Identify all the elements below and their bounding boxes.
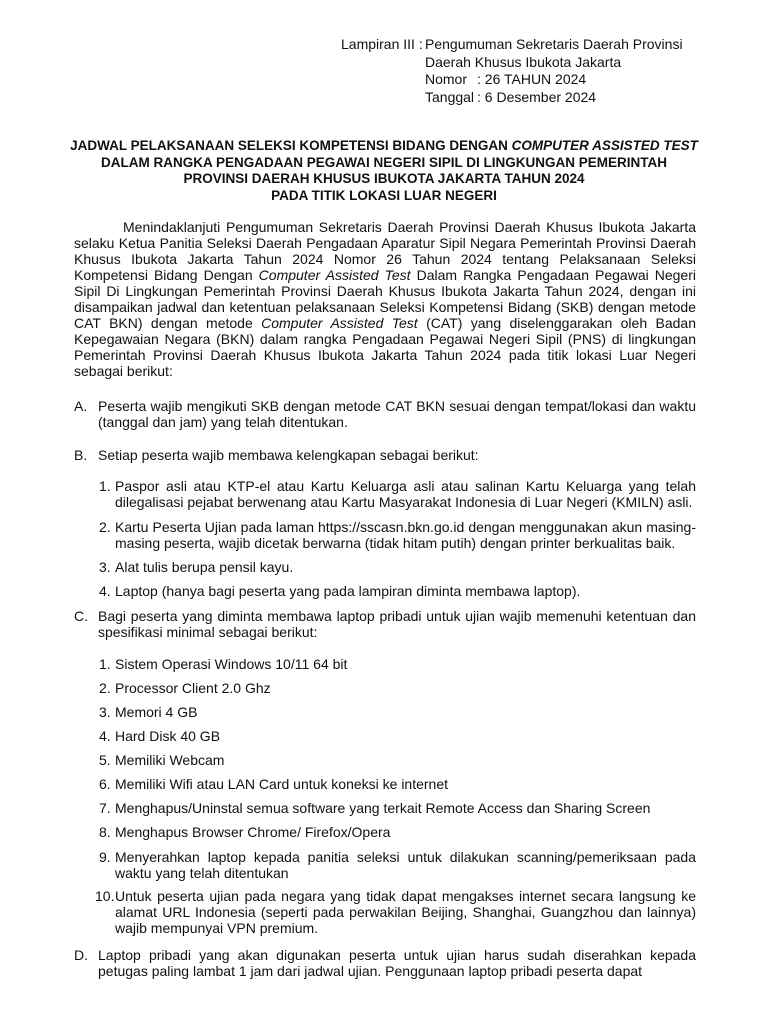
list-item bbox=[99, 776, 696, 792]
list-item bbox=[99, 728, 696, 744]
lampiran-line1: Pengumuman Sekretaris Daerah Provinsi bbox=[425, 36, 683, 52]
list-item-text: Processor Client 2.0 Ghz bbox=[115, 680, 271, 696]
list-item bbox=[99, 583, 696, 599]
list-item-number: 7. bbox=[99, 800, 111, 816]
section-d-text: Laptop pribadi yang akan digunakan peserta untuk ujian harus sudah diserahkan kepada petugas paling lambat 1 jam dari jadwal ujian. Penggunaan laptop pribadi peserta dapat bbox=[98, 947, 696, 979]
title-line2: DALAM RANGKA PENGADAAN PEGAWAI NEGERI SIPIL DI LINGKUNGAN PEMERINTAH bbox=[100, 154, 668, 170]
tanggal-value: : 6 Desember 2024 bbox=[477, 88, 597, 105]
list-item-text: Menghapus Browser Chrome/ Firefox/Opera bbox=[115, 824, 391, 840]
list-item bbox=[99, 680, 696, 696]
tanggal-label: Tanggal bbox=[425, 88, 475, 105]
list-item-text: Kartu Peserta Ujian pada laman https://sscasn.bkn.go.id dengan menggunakan akun masing-masing peserta, wajib dicetak berwarna (tidak hitam putih) dengan printer berkualitas baik. bbox=[115, 519, 696, 551]
intro-text-1: Menindaklanjuti Pengumuman Sekretaris Daerah Provinsi Daerah Khusus Ibukota Jakarta selaku Ketua Panitia Seleksi Daerah Pengadaan Aparatur Sipil Negara Pemerintah Provinsi Daerah Khusus Ibukota Jakarta Tahun 2024 Nomor 26 Tahun 2024 tentang Pelaksanaan Seleksi Kompetensi Bidang Dengan bbox=[74, 219, 696, 283]
list-item-text: Hard Disk 40 GB bbox=[115, 728, 221, 744]
list-item-text: Memiliki Webcam bbox=[115, 752, 225, 768]
nomor-value: : 26 TAHUN 2024 bbox=[477, 71, 587, 87]
section-a bbox=[74, 398, 696, 430]
nomor-label: Nomor bbox=[425, 71, 468, 87]
list-item-text: Memori 4 GB bbox=[115, 704, 198, 720]
list-item-number: 4. bbox=[99, 583, 111, 599]
list-item-number: 4. bbox=[99, 728, 111, 744]
list-item-number: 2. bbox=[99, 519, 111, 535]
list-item-number: 6. bbox=[99, 776, 111, 792]
list-item bbox=[95, 888, 696, 936]
section-c bbox=[74, 608, 696, 640]
lampiran-line2: Daerah Khusus Ibukota Jakarta bbox=[425, 53, 622, 70]
list-item-text: Sistem Operasi Windows 10/11 64 bit bbox=[115, 656, 348, 672]
section-a-text: Peserta wajib mengikuti SKB dengan metode CAT BKN sesuai dengan tempat/lokasi dan waktu (tanggal dan jam) yang telah ditentukan. bbox=[98, 398, 696, 430]
section-a-letter: A. bbox=[74, 398, 88, 414]
list-item-number: 2. bbox=[99, 680, 111, 696]
list-item-text: Untuk peserta ujian pada negara yang tidak dapat mengakses internet secara langsung ke alamat URL Indonesia (seperti pada perwakilan Beijing, Shanghai, Guangzhou dan lainnya) wajib mempunyai VPN premium. bbox=[115, 888, 696, 936]
list-item-number: 1. bbox=[99, 478, 111, 494]
list-item-text: Menghapus/Uninstal semua software yang terkait Remote Access dan Sharing Screen bbox=[115, 800, 651, 816]
list-item bbox=[99, 800, 696, 816]
list-item-text: Laptop (hanya bagi peserta yang pada lampiran diminta membawa laptop). bbox=[115, 583, 581, 599]
list-item-number: 10. bbox=[95, 888, 115, 904]
list-item-number: 1. bbox=[99, 656, 111, 672]
intro-italic-2: Computer Assisted Test bbox=[261, 315, 418, 331]
list-item bbox=[99, 824, 696, 840]
section-d bbox=[74, 947, 696, 979]
list-item-text: Menyerahkan laptop kepada panitia seleksi untuk dilakukan scanning/pemeriksaan pada waktu yang telah ditentukan bbox=[115, 849, 696, 881]
list-item bbox=[99, 849, 696, 881]
list-item-number: 9. bbox=[99, 849, 111, 865]
title-line4: PADA TITIK LOKASI LUAR NEGERI bbox=[271, 187, 497, 203]
list-item bbox=[99, 519, 696, 551]
intro-paragraph bbox=[74, 219, 696, 379]
list-item bbox=[99, 656, 696, 672]
title-line1-b: COMPUTER ASSISTED TEST bbox=[511, 138, 698, 153]
list-item bbox=[99, 752, 696, 768]
intro-text-3: (CAT) yang diselenggarakan oleh Badan Kepegawaian Negara (BKN) dalam rangka Pengadaan Pegawai Negeri Sipil (PNS) di lingkungan Pemerintah Provinsi Daerah Khusus Ibukota Jakarta Tahun 2024 pada titik lokasi Luar Negeri sebagai berikut: bbox=[74, 315, 696, 379]
list-item-text: Alat tulis berupa pensil kayu. bbox=[115, 559, 294, 575]
list-item bbox=[99, 478, 696, 510]
section-c-letter: C. bbox=[74, 608, 88, 624]
intro-italic-1: Computer Assisted Test bbox=[258, 267, 411, 283]
title-line3: PROVINSI DAERAH KHUSUS IBUKOTA JAKARTA TAHUN 2024 bbox=[183, 171, 585, 186]
lampiran-header bbox=[341, 36, 741, 106]
list-item bbox=[99, 704, 696, 720]
list-item-number: 3. bbox=[99, 704, 111, 720]
list-item-number: 5. bbox=[99, 752, 111, 768]
section-d-letter: D. bbox=[74, 947, 88, 963]
lampiran-label: Lampiran III : bbox=[341, 36, 423, 52]
list-item-number: 3. bbox=[99, 559, 111, 575]
list-item-number: 8. bbox=[99, 824, 111, 840]
title-line1-a: JADWAL PELAKSANAAN SELEKSI KOMPETENSI BIDANG DENGAN bbox=[70, 138, 512, 153]
intro-text-2: Dalam Rangka Pengadaan Pegawai Negeri Sipil Di Lingkungan Pemerintah Provinsi Daerah Khusus Ibukota Jakarta Tahun 2024, dengan ini disampaikan jadwal dan ketentuan pelaksanaan Seleksi Kompetensi Bidang (SKB) dengan metode CAT BKN) dengan metode bbox=[74, 267, 696, 331]
section-b-text: Setiap peserta wajib membawa kelengkapan sebagai berikut: bbox=[98, 447, 479, 463]
section-c-text: Bagi peserta yang diminta membawa laptop pribadi untuk ujian wajib memenuhi ketentuan dan spesifikasi minimal sebagai berikut: bbox=[98, 608, 696, 640]
document-title bbox=[60, 138, 708, 204]
list-item-text: Paspor asli atau KTP-el atau Kartu Keluarga asli atau salinan Kartu Keluarga yang telah dilegalisasi pejabat berwenang atau Kartu Masyarakat Indonesia di Luar Negeri (KMILN) asli. bbox=[115, 478, 696, 510]
section-b bbox=[74, 447, 696, 463]
section-b-letter: B. bbox=[74, 447, 88, 463]
list-item bbox=[99, 559, 696, 575]
list-item-text: Memiliki Wifi atau LAN Card untuk koneksi ke internet bbox=[115, 776, 449, 792]
